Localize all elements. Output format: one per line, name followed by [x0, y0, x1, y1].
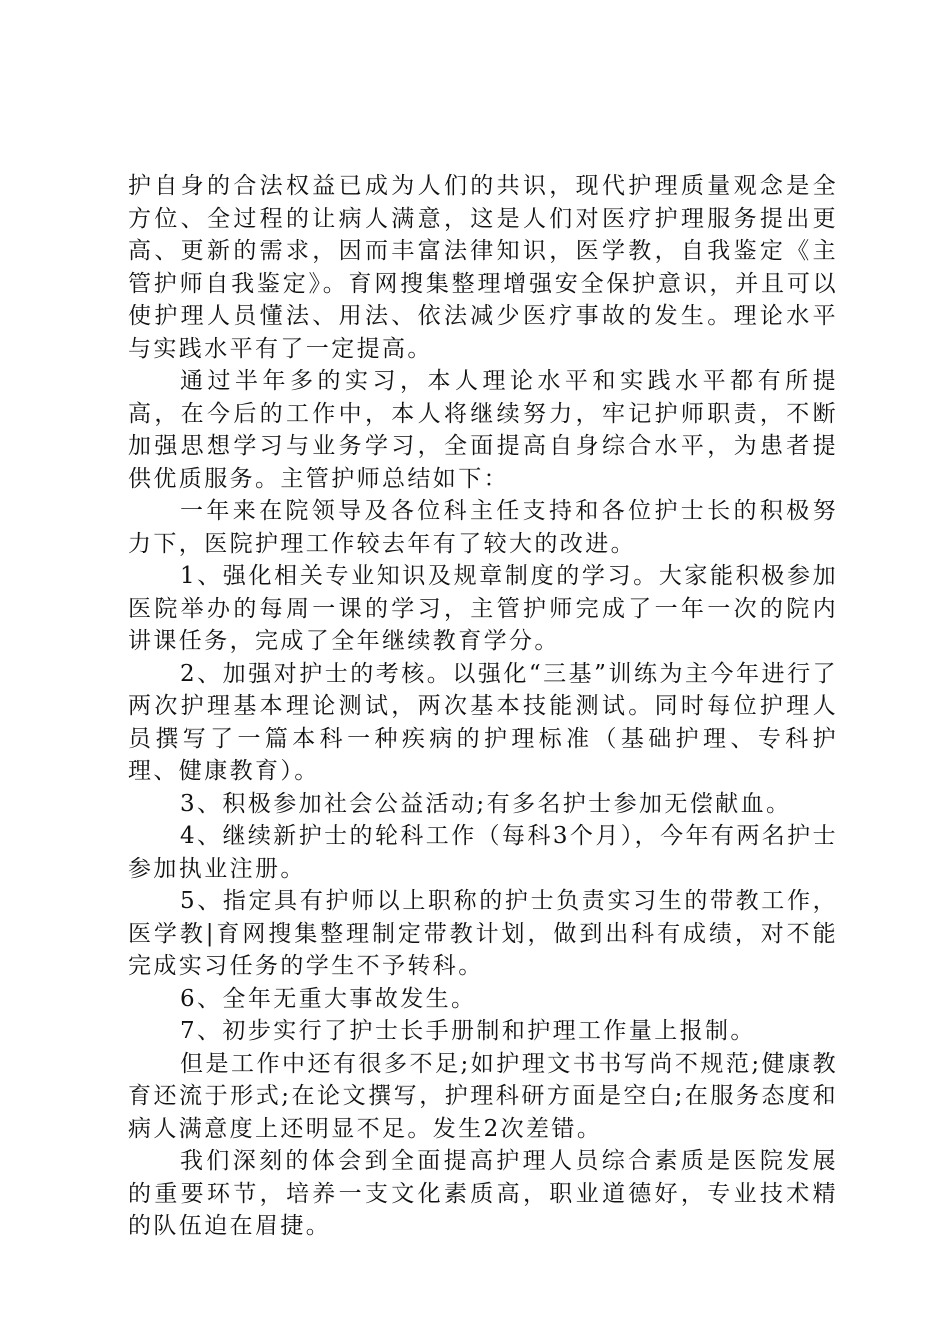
- paragraph-1: 护自身的合法权益已成为人们的共识，现代护理质量观念是全方位、全过程的让病人满意，这是人们对医疗护理服务提出更高、更新的需求，因而丰富法律知识，医学教，自我鉴定《主管护师自我鉴定》。育网搜集整理增强安全保护意识，并且可以使护理人员懂法、用法、依法减少医疗事故的发生。理论水平与实践水平有了一定提高。: [128, 173, 838, 362]
- list-item-3: 3、积极参加社会公益活动;有多名护士参加无偿献血。: [180, 790, 792, 817]
- list-item-7: 7、初步实行了护士长手册制和护理工作量上报制。: [180, 1018, 756, 1044]
- list-item-2: 2、加强对护士的考核。以强化“三基”训练为主今年进行了两次护理基本理论测试，两次基本技能测试。同时每位护理人员撰写了一篇本科一种疾病的护理标准（基础护理、专科护理、健康教育）。: [128, 660, 838, 784]
- list-item-1: 1、强化相关专业知识及规章制度的学习。大家能积极参加医院举办的每周一课的学习，主管护师完成了一年一次的院内讲课任务，完成了全年继续教育学分。: [128, 563, 838, 654]
- paragraph-shortcomings: 但是工作中还有很多不足;如护理文书书写尚不规范;健康教育还流于形式;在论文撰写，护理科研方面是空白;在服务态度和病人满意度上还明显不足。发生2次差错。: [128, 1050, 838, 1142]
- paragraph-conclusion: 我们深刻的体会到全面提高护理人员综合素质是医院发展的重要环节，培养一支文化素质高，职业道德好，专业技术精的队伍迫在眉捷。: [128, 1148, 838, 1239]
- list-item-5: 5、指定具有护师以上职称的护士负责实习生的带教工作，医学教|育网搜集整理制定带教计划，做到出科有成绩，对不能完成实习任务的学生不予转科。: [128, 888, 838, 979]
- list-item-6: 6、全年无重大事故发生。: [180, 985, 477, 1012]
- document-body: [128, 170, 838, 1243]
- paragraph-2: 通过半年多的实习，本人理论水平和实践水平都有所提高，在今后的工作中，本人将继续努力，牢记护师职责，不断加强思想学习与业务学习，全面提高自身综合水平，为患者提供优质服务。主管护师总结如下：: [128, 368, 838, 492]
- list-item-4: 4、继续新护士的轮科工作（每科3个月），今年有两名护士参加执业注册。: [128, 823, 838, 882]
- paragraph-3: 一年来在院领导及各位科主任支持和各位护士长的积极努力下，医院护理工作较去年有了较大的改进。: [128, 498, 838, 557]
